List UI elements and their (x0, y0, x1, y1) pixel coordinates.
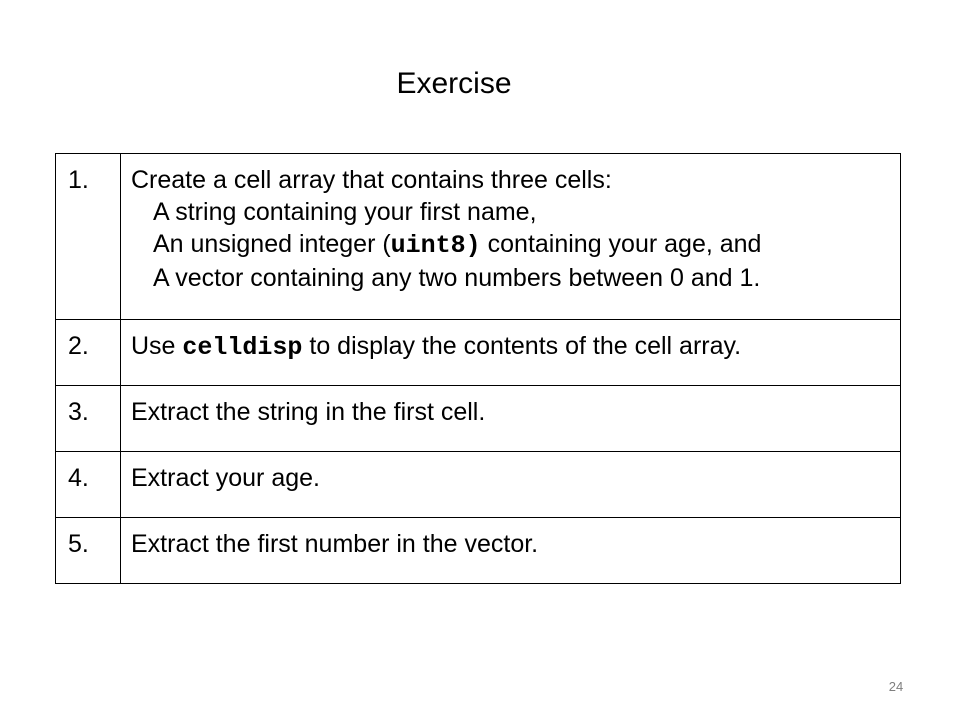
exercise-row (56, 452, 901, 518)
exercise-row (56, 154, 901, 320)
item-number: 4. (56, 452, 121, 518)
sub-item (131, 228, 892, 262)
exercise-row (56, 386, 901, 452)
exercise-table (55, 153, 901, 584)
item-number: 2. (56, 320, 121, 386)
page-number: 24 (888, 679, 904, 694)
sub-item-text-before: An unsigned integer ( (153, 230, 391, 258)
item-text (121, 320, 901, 386)
code-celldisp: celldisp (182, 333, 303, 362)
item-intro: Create a cell array that contains three cells: (131, 166, 612, 194)
sub-item: A string containing your first name, (153, 198, 537, 226)
sub-item-text-after: containing your age, and (480, 230, 762, 258)
item-text: Extract the first number in the vector. (121, 518, 901, 584)
item-number: 5. (56, 518, 121, 584)
exercise-row (56, 518, 901, 584)
item-text: Extract your age. (121, 452, 901, 518)
slide-title: Exercise (396, 67, 512, 100)
item-number: 1. (56, 154, 121, 320)
item-text: Extract the string in the first cell. (121, 386, 901, 452)
exercise-row (56, 320, 901, 386)
sub-item: A vector containing any two numbers between 0 and 1. (153, 264, 761, 292)
item-text-after: to display the contents of the cell array. (302, 332, 742, 360)
item-number: 3. (56, 386, 121, 452)
item-text-before: Use (131, 332, 183, 360)
code-uint8: uint8) (390, 231, 481, 260)
item-text (121, 154, 901, 320)
